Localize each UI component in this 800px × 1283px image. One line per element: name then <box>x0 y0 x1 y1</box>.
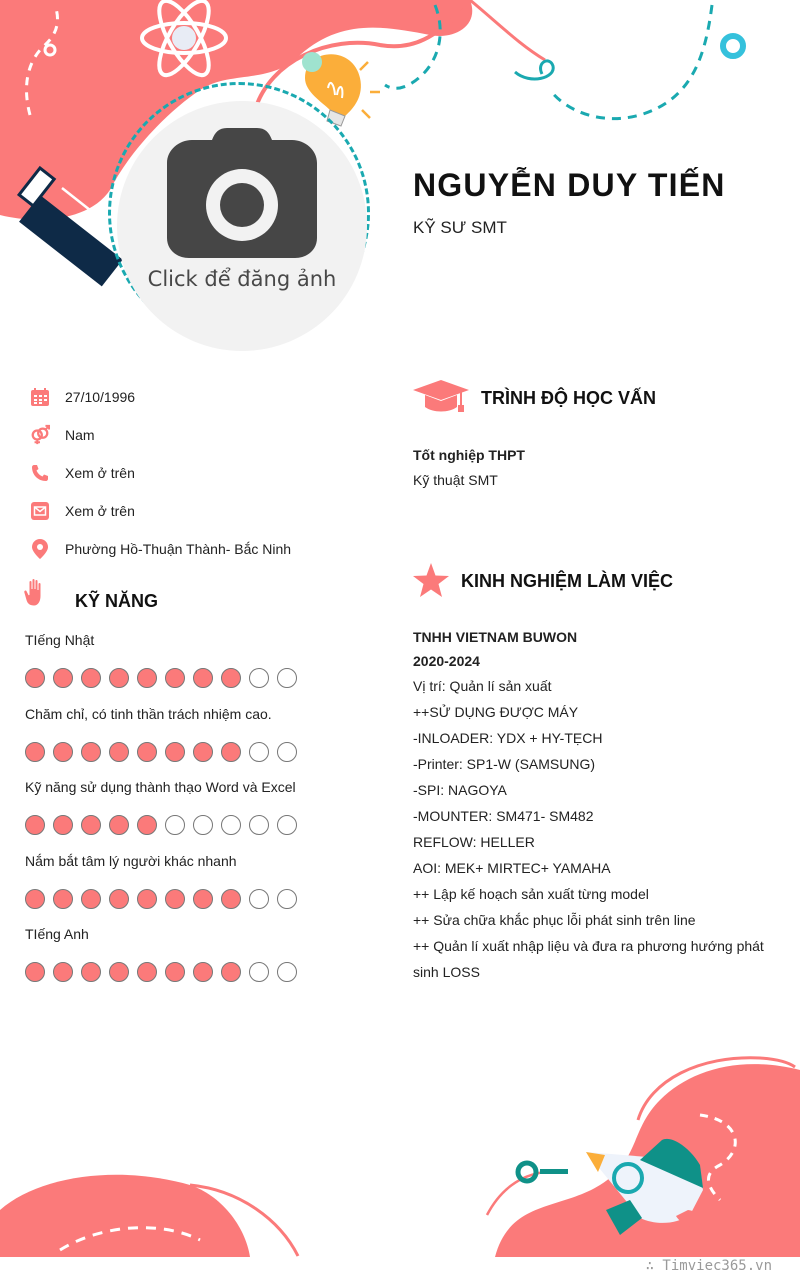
rating-dot-filled <box>193 962 213 982</box>
education-degree: Tốt nghiệp THPT <box>413 447 525 463</box>
skill-rating <box>25 962 297 982</box>
rating-dot-filled <box>25 962 45 982</box>
rating-dot-filled <box>137 668 157 688</box>
rating-dot-filled <box>25 889 45 909</box>
contact-email <box>30 499 135 523</box>
location-pin-icon <box>30 539 50 559</box>
skill-name: TIếng Anh <box>25 926 89 942</box>
rating-dot-filled <box>109 815 129 835</box>
rating-dot-empty <box>277 668 297 688</box>
experience-title: KINH NGHIỆM LÀM VIỆC <box>461 571 674 591</box>
rating-dot-filled <box>25 668 45 688</box>
graduation-cap-icon <box>413 380 469 414</box>
candidate-role: KỸ SƯ SMT <box>413 218 507 237</box>
rating-dot-filled <box>137 815 157 835</box>
experience-line: ++ Lập kế hoạch sản xuất từng model <box>413 886 649 902</box>
gender-text: Nam <box>65 427 95 443</box>
email-icon <box>30 501 50 521</box>
rating-dot-filled <box>25 742 45 762</box>
rating-dot-filled <box>25 815 45 835</box>
rating-dot-filled <box>109 668 129 688</box>
contact-gender <box>30 423 95 447</box>
rating-dot-empty <box>165 815 185 835</box>
rating-dot-filled <box>81 889 101 909</box>
rating-dot-filled <box>221 668 241 688</box>
rating-dot-empty <box>249 742 269 762</box>
rating-dot-filled <box>221 889 241 909</box>
rating-dot-filled <box>221 962 241 982</box>
rating-dot-filled <box>137 889 157 909</box>
skill-name: Nắm bắt tâm lý người khác nhanh <box>25 852 237 869</box>
experience-line: AOI: MEK+ MIRTEC+ YAMAHA <box>413 860 611 876</box>
experience-line: sinh LOSS <box>413 964 480 980</box>
skill-rating <box>25 742 297 762</box>
gender-icon <box>30 425 50 445</box>
rating-dot-filled <box>165 668 185 688</box>
rating-dot-empty <box>277 962 297 982</box>
rating-dot-filled <box>53 889 73 909</box>
experience-line: ++ Sửa chữa khắc phục lỗi phát sinh trên line <box>413 912 696 928</box>
rating-dot-filled <box>221 742 241 762</box>
rating-dot-filled <box>81 815 101 835</box>
calendar-icon <box>30 387 50 407</box>
experience-line: REFLOW: HELLER <box>413 834 535 850</box>
rating-dot-filled <box>137 742 157 762</box>
rating-dot-filled <box>53 815 73 835</box>
rating-dot-filled <box>137 962 157 982</box>
education-major: Kỹ thuật SMT <box>413 472 498 488</box>
experience-line: -Printer: SP1-W (SAMSUNG) <box>413 756 596 772</box>
rating-dot-empty <box>277 815 297 835</box>
rating-dot-empty <box>249 668 269 688</box>
phone-text: Xem ở trên <box>65 465 135 481</box>
rating-dot-empty <box>193 815 213 835</box>
address-text: Phường Hồ-Thuận Thành- Bắc Ninh <box>65 541 292 557</box>
email-text: Xem ở trên <box>65 503 135 519</box>
footer-decoration <box>0 1040 800 1260</box>
rating-dot-filled <box>109 962 129 982</box>
skills-title: KỸ NĂNG <box>75 591 159 611</box>
rating-dot-filled <box>81 962 101 982</box>
rating-dot-filled <box>53 742 73 762</box>
star-icon <box>413 563 449 597</box>
experience-period: 2020-2024 <box>413 653 480 669</box>
experience-line: Vị trí: Quản lí sản xuất <box>413 678 552 694</box>
rating-dot-empty <box>277 889 297 909</box>
avatar-upload[interactable] <box>117 101 367 351</box>
contact-address <box>30 537 291 561</box>
rating-dot-filled <box>193 742 213 762</box>
experience-line: -SPI: NAGOYA <box>413 782 507 798</box>
skill-rating <box>25 668 297 688</box>
experience-line: -MOUNTER: SM471- SM482 <box>413 808 594 824</box>
phone-icon <box>30 463 50 483</box>
rating-dot-filled <box>109 742 129 762</box>
rating-dot-filled <box>53 668 73 688</box>
contact-phone <box>30 461 135 485</box>
birthday-text: 27/10/1996 <box>65 389 136 405</box>
rating-dot-filled <box>53 962 73 982</box>
candidate-name: NGUYỄN DUY TIẾN <box>413 167 726 203</box>
experience-line: -INLOADER: YDX + HY-TẸCH <box>413 730 603 746</box>
camera-icon <box>167 128 317 258</box>
skill-name: TIếng Nhật <box>25 632 95 648</box>
rating-dot-empty <box>249 889 269 909</box>
bottom-left-blob <box>0 1175 250 1257</box>
rating-dot-filled <box>109 889 129 909</box>
skill-name: Chăm chỉ, có tinh thần trách nhiệm cao. <box>25 705 272 722</box>
rating-dot-filled <box>81 668 101 688</box>
experience-line: ++ Quản lí xuất nhập liệu và đưa ra phương hướng phát <box>413 938 764 954</box>
rating-dot-filled <box>165 889 185 909</box>
education-title: TRÌNH ĐỘ HỌC VẤN <box>481 388 656 408</box>
skill-rating <box>25 889 297 909</box>
rating-dot-filled <box>81 742 101 762</box>
rating-dot-empty <box>221 815 241 835</box>
rating-dot-empty <box>277 742 297 762</box>
skill-name: Kỹ năng sử dụng thành thạo Word và Excel <box>25 779 296 795</box>
experience-company: TNHH VIETNAM BUWON <box>413 629 578 645</box>
rating-dot-filled <box>165 962 185 982</box>
rating-dot-filled <box>165 742 185 762</box>
rating-dot-empty <box>249 962 269 982</box>
photo-upload-label: Click để đăng ảnh <box>147 267 337 291</box>
watermark: ∴ Timviec365.vn <box>645 1258 772 1274</box>
skill-rating <box>25 815 297 835</box>
rating-dot-empty <box>249 815 269 835</box>
rating-dot-filled <box>193 668 213 688</box>
contact-birthday <box>30 385 135 409</box>
rating-dot-filled <box>193 889 213 909</box>
hand-icon <box>23 578 49 610</box>
experience-line: ++SỬ DỤNG ĐƯỢC MÁY <box>413 704 579 720</box>
teal-ring <box>723 36 743 56</box>
